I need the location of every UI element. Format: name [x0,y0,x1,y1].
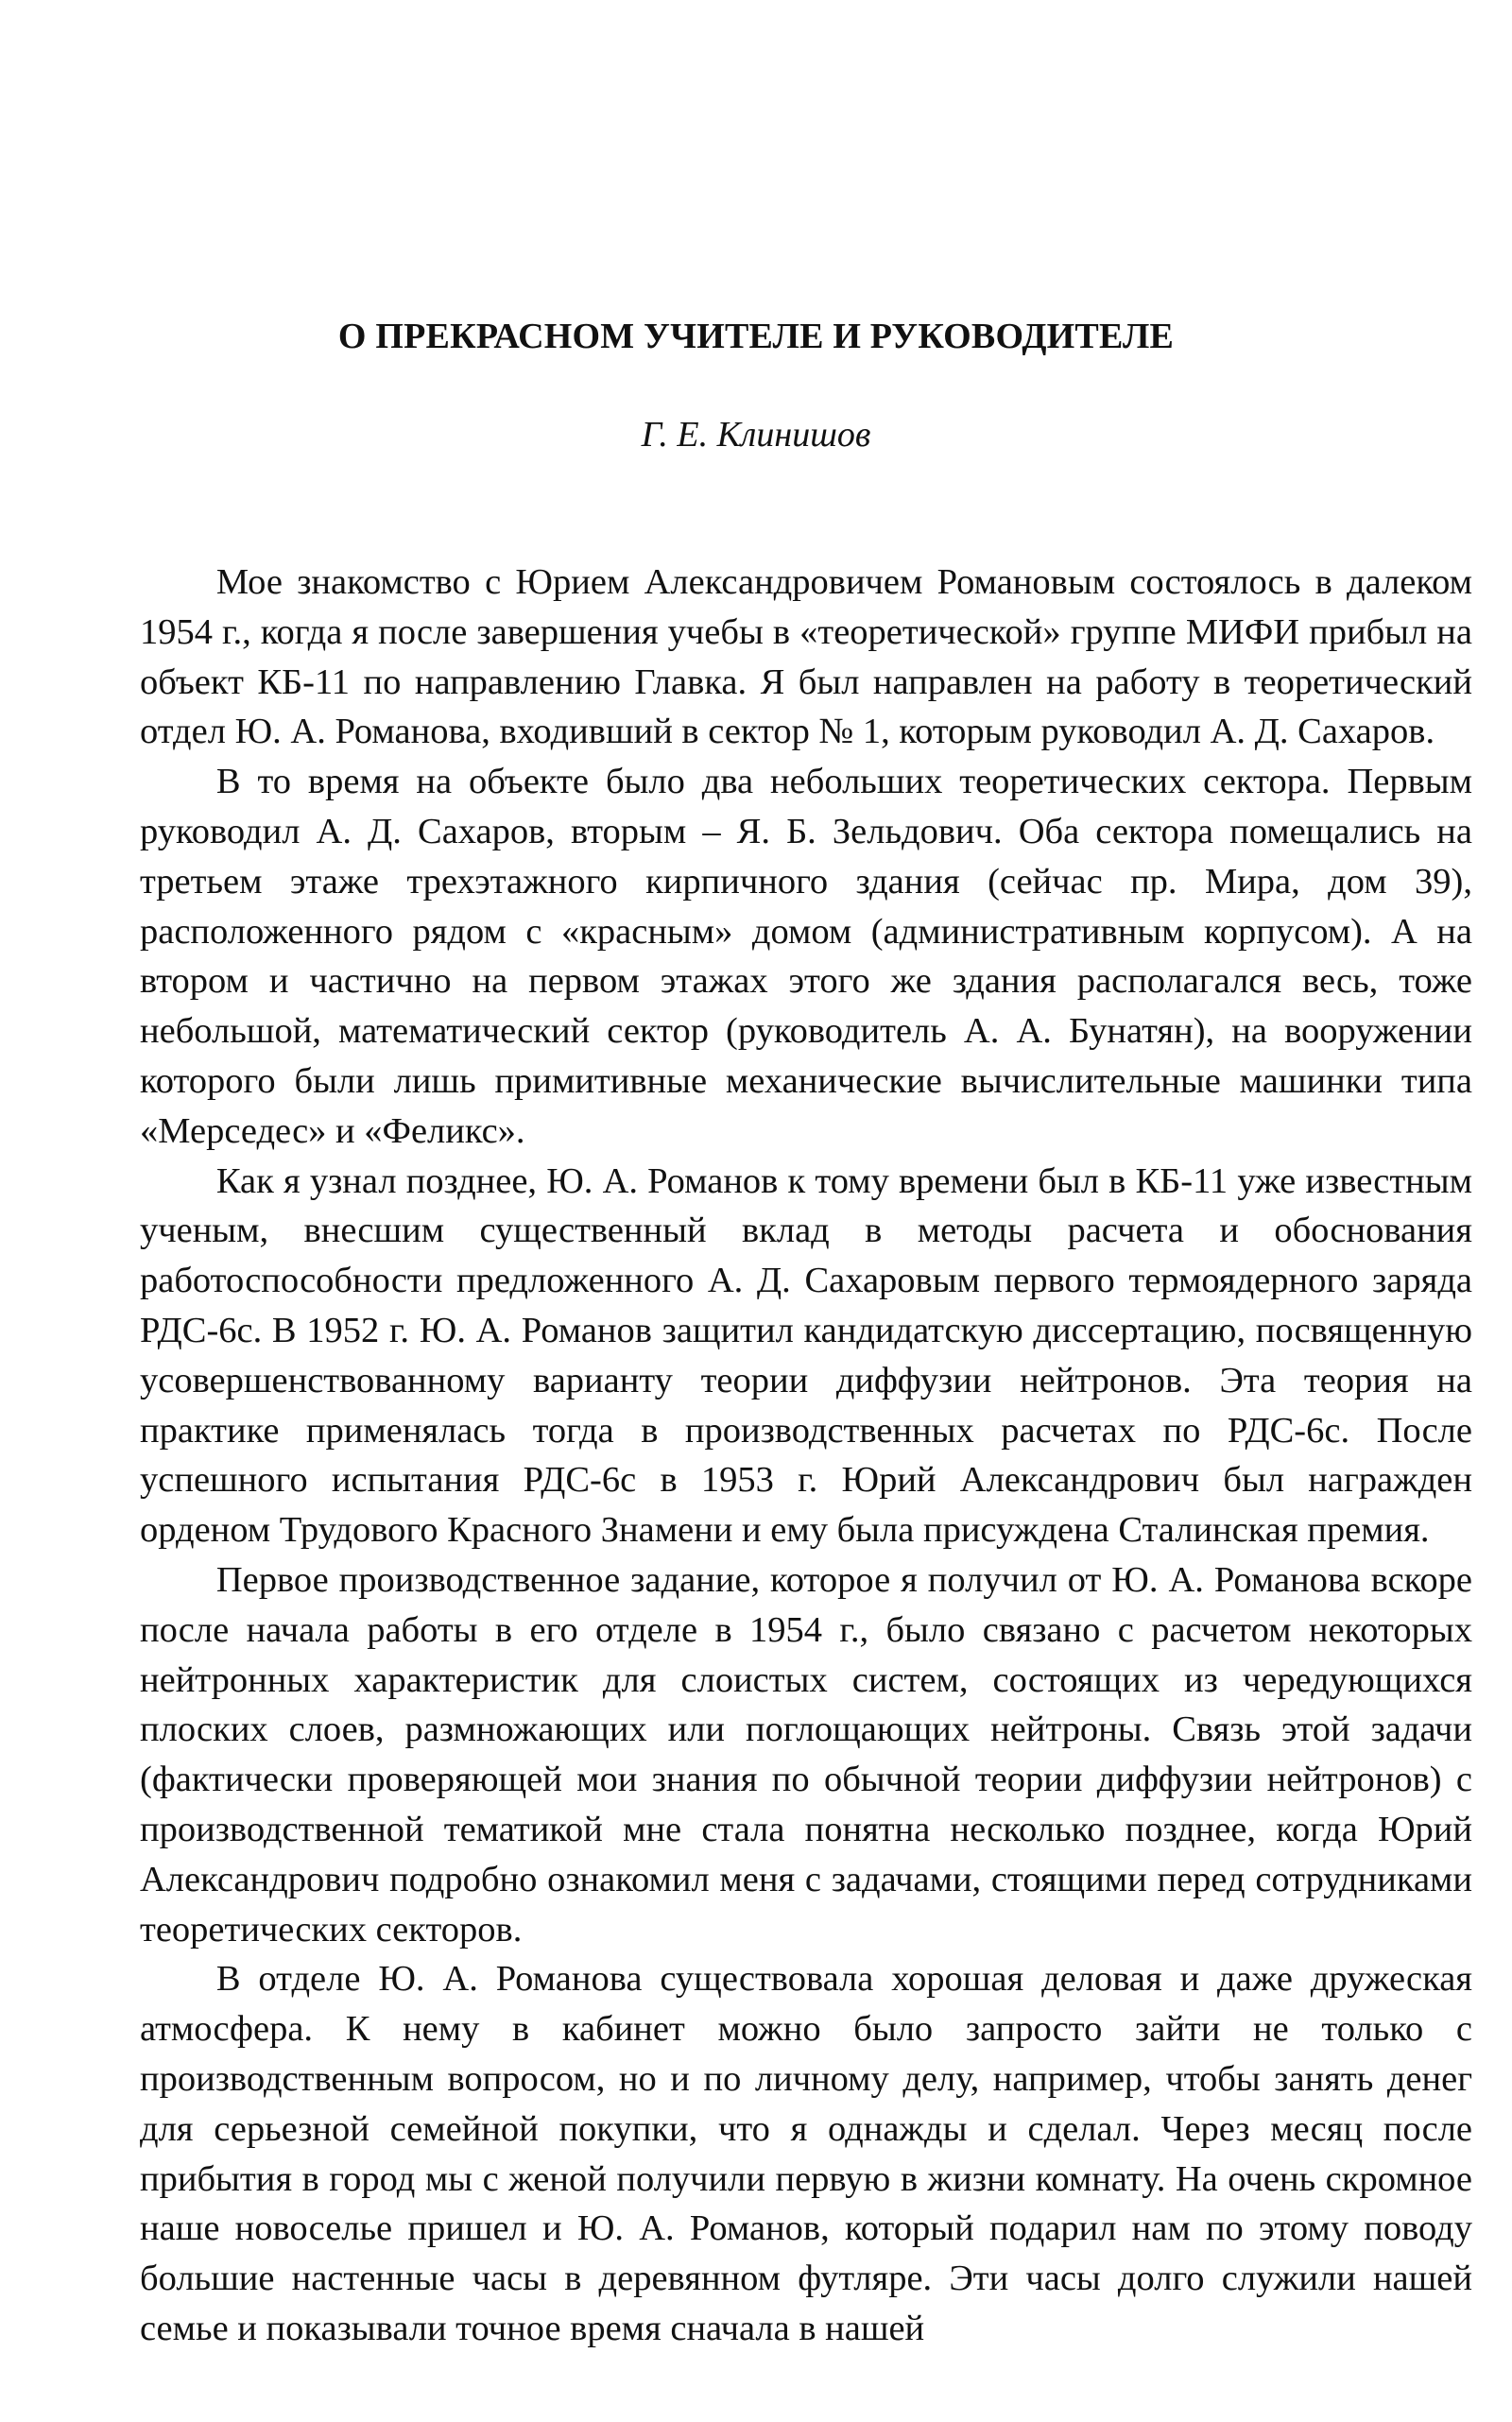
article-title: О ПРЕКРАСНОМ УЧИТЕЛЕ И РУКОВОДИТЕЛЕ [337,317,1175,356]
article-author: Г. Е. Клинишов [641,415,871,455]
paragraph-3: Как я узнал позднее, Ю. А. Романов к тому времени был в КБ-11 уже известным ученым, внесшим существенный вклад в методы расчета и обоснования работоспособности предложенного А. Д. Сахаровым первого термоядерного заряда РДС-6с. В 1952 г. Ю. А. Романов защитил кандидатскую диссертацию, посвященную усовершенствованному варианту теории диффузии нейтронов. Эта теория на практике применялась тогда в производственных расчетах по РДС-6с. После успешного испытания РДС-6с в 1953 г. Юрий Александрович был награжден орденом Трудового Красного Знамени и ему была присуждена Сталинская премия. [140,1160,1472,1551]
paragraph-2: В то время на объекте было два небольших теоретических сектора. Первым руководил А. Д. Сахаров, вторым – Я. Б. Зельдович. Оба сектора помещались на третьем этаже трехэтажного кирпичного здания (сейчас пр. Мира, дом 39), расположенного рядом с «красным» домом (административным корпусом). А на втором и частично на первом этажах этого же здания располагался весь, тоже небольшой, математический сектор (руководитель А. А. Бунатян), на вооружении которого были лишь примитивные механические вычислительные машинки типа «Мерседес» и «Феликс». [140,762,1472,1151]
article-body [140,558,1472,2354]
paragraph-5: В отделе Ю. А. Романова существовала хорошая деловая и даже дружеская атмосфера. К нему в кабинет можно было запросто зайти не только с производственным вопросом, но и по личному делу, например, чтобы занять денег для серьезной семейной покупки, что я однажды и сделал. Через месяц после прибытия в город мы с женой получили первую в жизни комнату. На очень скромное наше новоселье пришел и Ю. А. Романов, который подарил нам по этому поводу большие настенные часы в деревянном футляре. Эти часы долго служили нашей семье и показывали точное время сначала в нашей [140,1959,1472,2348]
paragraph-1: Мое знакомство с Юрием Александровичем Романовым состоялось в далеком 1954 г., когда я после завершения учебы в «теоретической» группе МИФИ прибыл на объект КБ-11 по направлению Главка. Я был направлен на работу в теоретический отдел Ю. А. Романова, входивший в сектор № 1, которым руководил А. Д. Сахаров. [140,562,1472,752]
paragraph-4: Первое производственное задание, которое я получил от Ю. А. Романова вскоре после начала работы в его отделе в 1954 г., было связано с расчетом некоторых нейтронных характеристик для слоистых систем, состоящих из чередующихся плоских слоев, размножающих или поглощающих нейтроны. Связь этой задачи (фактически проверяющей мои знания по обычной теории диффузии нейтронов) с производственной тематикой мне стала понятна несколько позднее, когда Юрий Александрович подробно ознакомил меня с задачами, стоящими перед сотрудниками теоретических секторов. [140,1559,1472,1950]
